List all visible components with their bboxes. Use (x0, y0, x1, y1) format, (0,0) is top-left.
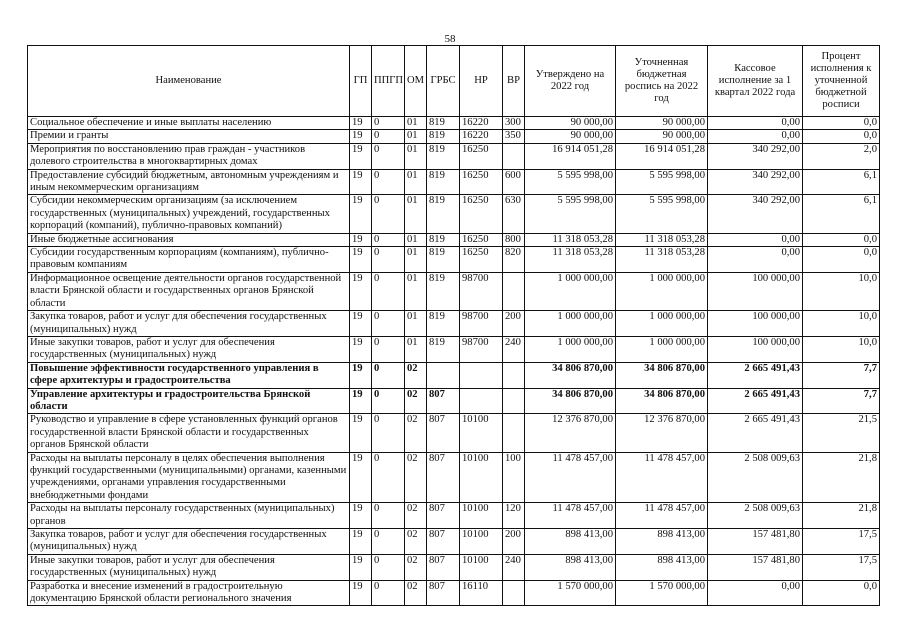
cell-percent: 10,0 (803, 336, 880, 362)
table-row (28, 169, 880, 195)
cell-grbs: 807 (427, 554, 460, 580)
cell-gp: 19 (350, 554, 372, 580)
cell-gp: 19 (350, 388, 372, 414)
cell-approved: 1 000 000,00 (525, 311, 616, 337)
cell-vr: 350 (503, 130, 525, 143)
header-vr: ВР (503, 46, 525, 117)
table-row (28, 233, 880, 246)
cell-om: 01 (405, 130, 427, 143)
cell-gp: 19 (350, 503, 372, 529)
cell-refined: 11 478 457,00 (616, 503, 708, 529)
cell-om: 02 (405, 554, 427, 580)
header-approved: Утверждено на 2022 год (525, 46, 616, 117)
cell-cash: 340 292,00 (708, 143, 803, 169)
cell-om: 02 (405, 388, 427, 414)
cell-approved: 16 914 051,28 (525, 143, 616, 169)
cell-grbs: 807 (427, 529, 460, 555)
cell-name: Иные закупки товаров, работ и услуг для обеспечения государственных (муниципальных) нужд (28, 336, 350, 362)
cell-nr: 16250 (460, 143, 503, 169)
cell-percent: 2,0 (803, 143, 880, 169)
cell-cash: 2 665 491,43 (708, 362, 803, 388)
cell-gp: 19 (350, 414, 372, 452)
cell-grbs: 819 (427, 311, 460, 337)
cell-approved: 34 806 870,00 (525, 388, 616, 414)
cell-om: 01 (405, 272, 427, 310)
cell-nr: 10100 (460, 452, 503, 503)
cell-vr: 200 (503, 529, 525, 555)
header-ppgp: ППГП (372, 46, 405, 117)
cell-grbs: 807 (427, 388, 460, 414)
cell-nr: 10100 (460, 554, 503, 580)
cell-gp: 19 (350, 233, 372, 246)
cell-cash: 2 665 491,43 (708, 414, 803, 452)
cell-grbs: 807 (427, 452, 460, 503)
cell-name: Субсидии некоммерческим организациям (за исключением государственных (муниципальных) учреждений, государственных корпораций (компаний), публично-правовых компаний) (28, 195, 350, 233)
cell-grbs: 819 (427, 130, 460, 143)
cell-ppgp: 0 (372, 233, 405, 246)
cell-cash: 340 292,00 (708, 169, 803, 195)
table-row (28, 414, 880, 452)
cell-name: Иные закупки товаров, работ и услуг для обеспечения государственных (муниципальных) нужд (28, 554, 350, 580)
cell-vr (503, 580, 525, 606)
cell-ppgp: 0 (372, 272, 405, 310)
cell-ppgp: 0 (372, 247, 405, 273)
table-row (28, 529, 880, 555)
cell-cash: 100 000,00 (708, 336, 803, 362)
cell-cash: 2 508 009,63 (708, 503, 803, 529)
cell-approved: 1 570 000,00 (525, 580, 616, 606)
table-row (28, 336, 880, 362)
cell-gp: 19 (350, 311, 372, 337)
header-name: Наименование (28, 46, 350, 117)
cell-name: Расходы на выплаты персоналу в целях обеспечения выполнения функций государственными (муниципальными) органами, казенными учреждениями, органами управления государственными внебюджетными фондами (28, 452, 350, 503)
cell-om: 01 (405, 247, 427, 273)
table-body (28, 117, 880, 606)
cell-approved: 11 478 457,00 (525, 452, 616, 503)
cell-name: Премии и гранты (28, 130, 350, 143)
cell-refined: 90 000,00 (616, 130, 708, 143)
table-row (28, 311, 880, 337)
cell-cash: 2 665 491,43 (708, 388, 803, 414)
budget-table (27, 45, 880, 606)
table-row (28, 554, 880, 580)
cell-percent: 0,0 (803, 247, 880, 273)
cell-grbs: 807 (427, 503, 460, 529)
cell-name: Социальное обеспечение и иные выплаты населению (28, 117, 350, 130)
cell-percent: 7,7 (803, 362, 880, 388)
cell-om: 01 (405, 311, 427, 337)
cell-cash: 340 292,00 (708, 195, 803, 233)
header-cash: Кассовое исполнение за 1 квартал 2022 года (708, 46, 803, 117)
cell-nr: 16250 (460, 233, 503, 246)
table-row (28, 580, 880, 606)
cell-grbs: 807 (427, 580, 460, 606)
cell-grbs: 819 (427, 195, 460, 233)
page-number: 58 (444, 33, 456, 45)
cell-gp: 19 (350, 452, 372, 503)
cell-gp: 19 (350, 362, 372, 388)
cell-approved: 11 318 053,28 (525, 233, 616, 246)
cell-om: 01 (405, 195, 427, 233)
cell-approved: 898 413,00 (525, 529, 616, 555)
cell-nr: 10100 (460, 414, 503, 452)
cell-vr: 240 (503, 336, 525, 362)
cell-name: Закупка товаров, работ и услуг для обеспечения государственных (муниципальных) нужд (28, 529, 350, 555)
cell-name: Повышение эффективности государственного управления в сфере архитектуры и градостроительства (28, 362, 350, 388)
table-row (28, 503, 880, 529)
cell-nr: 98700 (460, 272, 503, 310)
cell-percent: 21,5 (803, 414, 880, 452)
cell-vr: 200 (503, 311, 525, 337)
cell-gp: 19 (350, 580, 372, 606)
cell-vr (503, 143, 525, 169)
cell-om: 02 (405, 529, 427, 555)
cell-cash: 0,00 (708, 247, 803, 273)
cell-grbs: 819 (427, 247, 460, 273)
cell-name: Предоставление субсидий бюджетным, автономным учреждениям и иным некоммерческим организациям (28, 169, 350, 195)
table-row (28, 143, 880, 169)
cell-approved: 11 478 457,00 (525, 503, 616, 529)
cell-ppgp: 0 (372, 503, 405, 529)
cell-percent: 0,0 (803, 233, 880, 246)
table-row (28, 117, 880, 130)
cell-ppgp: 0 (372, 169, 405, 195)
cell-nr: 10100 (460, 529, 503, 555)
cell-grbs: 819 (427, 169, 460, 195)
cell-refined: 5 595 998,00 (616, 195, 708, 233)
cell-name: Информационное освещение деятельности органов государственной власти Брянской области и государственных органов Брянской области (28, 272, 350, 310)
cell-refined: 34 806 870,00 (616, 388, 708, 414)
table-row (28, 195, 880, 233)
cell-refined: 1 000 000,00 (616, 311, 708, 337)
cell-ppgp: 0 (372, 143, 405, 169)
cell-vr: 820 (503, 247, 525, 273)
cell-refined: 12 376 870,00 (616, 414, 708, 452)
cell-name: Управление архитектуры и градостроительства Брянской области (28, 388, 350, 414)
cell-approved: 90 000,00 (525, 130, 616, 143)
cell-ppgp: 0 (372, 554, 405, 580)
cell-gp: 19 (350, 169, 372, 195)
cell-cash: 0,00 (708, 580, 803, 606)
cell-ppgp: 0 (372, 580, 405, 606)
cell-name: Закупка товаров, работ и услуг для обеспечения государственных (муниципальных) нужд (28, 311, 350, 337)
cell-percent: 6,1 (803, 169, 880, 195)
cell-vr (503, 388, 525, 414)
cell-approved: 1 000 000,00 (525, 272, 616, 310)
cell-cash: 0,00 (708, 233, 803, 246)
cell-name: Иные бюджетные ассигнования (28, 233, 350, 246)
cell-om: 01 (405, 233, 427, 246)
cell-vr: 600 (503, 169, 525, 195)
cell-vr: 120 (503, 503, 525, 529)
cell-ppgp: 0 (372, 195, 405, 233)
cell-grbs: 819 (427, 143, 460, 169)
cell-nr: 16250 (460, 247, 503, 273)
cell-ppgp: 0 (372, 336, 405, 362)
header-nr: НР (460, 46, 503, 117)
cell-percent: 7,7 (803, 388, 880, 414)
cell-cash: 0,00 (708, 130, 803, 143)
cell-nr: 16220 (460, 117, 503, 130)
cell-nr: 16110 (460, 580, 503, 606)
cell-nr: 98700 (460, 336, 503, 362)
cell-cash: 157 481,80 (708, 529, 803, 555)
cell-vr: 630 (503, 195, 525, 233)
cell-nr: 16250 (460, 195, 503, 233)
cell-ppgp: 0 (372, 529, 405, 555)
cell-ppgp: 0 (372, 130, 405, 143)
cell-gp: 19 (350, 272, 372, 310)
cell-gp: 19 (350, 143, 372, 169)
cell-ppgp: 0 (372, 388, 405, 414)
cell-nr: 16250 (460, 169, 503, 195)
cell-gp: 19 (350, 529, 372, 555)
cell-om: 01 (405, 117, 427, 130)
cell-grbs: 819 (427, 336, 460, 362)
cell-grbs: 807 (427, 414, 460, 452)
table-row (28, 130, 880, 143)
cell-grbs (427, 362, 460, 388)
cell-nr (460, 388, 503, 414)
cell-om: 02 (405, 452, 427, 503)
cell-vr: 100 (503, 452, 525, 503)
cell-gp: 19 (350, 130, 372, 143)
cell-percent: 21,8 (803, 503, 880, 529)
table-row (28, 388, 880, 414)
cell-nr: 10100 (460, 503, 503, 529)
header-grbs: ГРБС (427, 46, 460, 117)
cell-percent: 10,0 (803, 272, 880, 310)
header-gp: ГП (350, 46, 372, 117)
cell-percent: 21,8 (803, 452, 880, 503)
cell-nr: 98700 (460, 311, 503, 337)
cell-refined: 11 478 457,00 (616, 452, 708, 503)
cell-percent: 17,5 (803, 529, 880, 555)
cell-name: Расходы на выплаты персоналу государственных (муниципальных) органов (28, 503, 350, 529)
cell-percent: 6,1 (803, 195, 880, 233)
cell-approved: 11 318 053,28 (525, 247, 616, 273)
cell-refined: 16 914 051,28 (616, 143, 708, 169)
cell-refined: 34 806 870,00 (616, 362, 708, 388)
cell-approved: 90 000,00 (525, 117, 616, 130)
cell-ppgp: 0 (372, 117, 405, 130)
cell-grbs: 819 (427, 233, 460, 246)
cell-gp: 19 (350, 117, 372, 130)
cell-om: 02 (405, 362, 427, 388)
cell-refined: 898 413,00 (616, 529, 708, 555)
cell-approved: 5 595 998,00 (525, 169, 616, 195)
cell-cash: 100 000,00 (708, 311, 803, 337)
cell-percent: 10,0 (803, 311, 880, 337)
cell-cash: 157 481,80 (708, 554, 803, 580)
cell-refined: 898 413,00 (616, 554, 708, 580)
cell-ppgp: 0 (372, 311, 405, 337)
header-row (28, 46, 880, 117)
table-row (28, 452, 880, 503)
cell-vr (503, 272, 525, 310)
cell-cash: 0,00 (708, 117, 803, 130)
header-percent: Процент исполнения к уточненной бюджетной росписи (803, 46, 880, 117)
cell-percent: 0,0 (803, 130, 880, 143)
cell-om: 01 (405, 336, 427, 362)
cell-refined: 11 318 053,28 (616, 233, 708, 246)
cell-om: 02 (405, 414, 427, 452)
cell-cash: 2 508 009,63 (708, 452, 803, 503)
cell-percent: 17,5 (803, 554, 880, 580)
cell-name: Разработка и внесение изменений в градостроительную документацию Брянской области регионального значения (28, 580, 350, 606)
cell-name: Руководство и управление в сфере установленных функций органов государственной власти Брянской области и государственных органов Брянской области (28, 414, 350, 452)
cell-approved: 1 000 000,00 (525, 336, 616, 362)
cell-om: 01 (405, 143, 427, 169)
header-om: ОМ (405, 46, 427, 117)
cell-vr (503, 414, 525, 452)
cell-approved: 12 376 870,00 (525, 414, 616, 452)
cell-refined: 1 570 000,00 (616, 580, 708, 606)
cell-percent: 0,0 (803, 117, 880, 130)
cell-vr (503, 362, 525, 388)
cell-vr: 240 (503, 554, 525, 580)
table-row (28, 247, 880, 273)
cell-ppgp: 0 (372, 414, 405, 452)
cell-gp: 19 (350, 336, 372, 362)
cell-refined: 90 000,00 (616, 117, 708, 130)
cell-nr: 16220 (460, 130, 503, 143)
cell-cash: 100 000,00 (708, 272, 803, 310)
cell-om: 02 (405, 580, 427, 606)
cell-om: 02 (405, 503, 427, 529)
cell-name: Субсидии государственным корпорациям (компаниям), публично-правовым компаниям (28, 247, 350, 273)
cell-nr (460, 362, 503, 388)
cell-ppgp: 0 (372, 362, 405, 388)
cell-approved: 5 595 998,00 (525, 195, 616, 233)
cell-gp: 19 (350, 195, 372, 233)
header-refined: Уточненная бюджетная роспись на 2022 год (616, 46, 708, 117)
cell-vr: 800 (503, 233, 525, 246)
cell-percent: 0,0 (803, 580, 880, 606)
table-row (28, 272, 880, 310)
cell-refined: 11 318 053,28 (616, 247, 708, 273)
cell-vr: 300 (503, 117, 525, 130)
cell-om: 01 (405, 169, 427, 195)
cell-approved: 34 806 870,00 (525, 362, 616, 388)
table-row (28, 362, 880, 388)
cell-refined: 1 000 000,00 (616, 336, 708, 362)
cell-grbs: 819 (427, 272, 460, 310)
cell-refined: 1 000 000,00 (616, 272, 708, 310)
cell-name: Мероприятия по восстановлению прав граждан - участников долевого строительства в многоквартирных домах (28, 143, 350, 169)
cell-grbs: 819 (427, 117, 460, 130)
cell-ppgp: 0 (372, 452, 405, 503)
cell-refined: 5 595 998,00 (616, 169, 708, 195)
cell-gp: 19 (350, 247, 372, 273)
cell-approved: 898 413,00 (525, 554, 616, 580)
